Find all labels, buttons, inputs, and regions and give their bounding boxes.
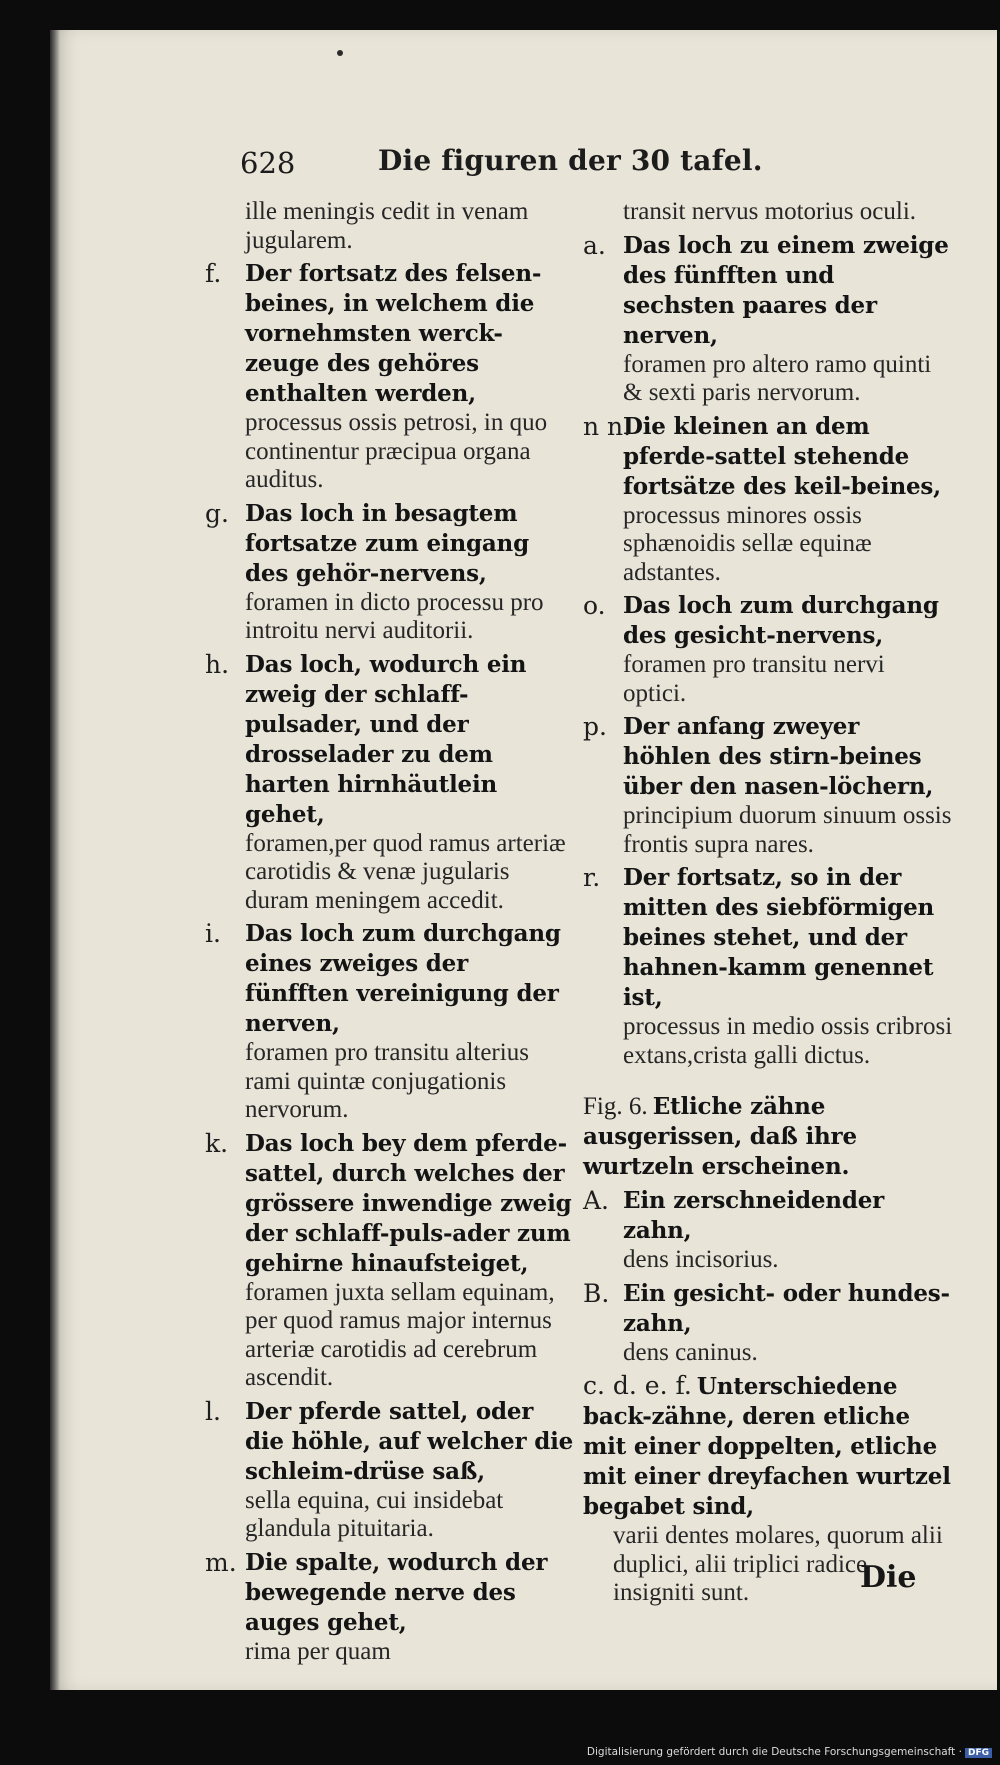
entry-h [205,650,575,916]
entry-german: Das loch bey dem pferde-sattel, durch welches der grössere inwendige zweig der schlaff-puls-ader zum gehirne hinaufsteiget, [245,1129,572,1277]
entry-label: a. [583,230,606,260]
page-header [240,140,800,190]
left-column [205,198,575,1666]
entry-g [205,499,575,646]
entry-latin: foramen pro transitu alterius rami quintæ conjugationis nervorum. [245,1039,529,1123]
entry-german: Das loch, wodurch ein zweig der schlaff-pulsader, und der drosselader zu dem harten hirnhäutlein gehet, [245,650,527,828]
entry-label: r. [583,863,601,892]
entry-label: A. [583,1186,610,1215]
entry-f [205,259,575,495]
entry-latin: dens incisorius. [623,1246,779,1273]
dfg-logo: DFG [965,1748,992,1758]
entry-label: k. [205,1128,229,1158]
credit-text: Digitalisierung gefördert durch die Deutsche Forschungsgemeinschaft · [586,1746,962,1758]
running-head: Die figuren der 30 tafel. [378,144,763,177]
entry-german: Das loch in besagtem fortsatze zum eingang des gehör-nervens, [245,499,529,587]
entry-i [205,919,575,1125]
entry-label: o. [583,591,606,620]
figure-label: Fig. 6. [583,1093,648,1120]
entry-label: f. [205,259,222,288]
entry-o [583,591,953,708]
page-number: 628 [240,146,296,180]
entry-latin: rima per quam [245,1637,391,1665]
entry-german: Der anfang zweyer höhlen des stirn-beines über den nasen-löchern, [623,713,934,800]
entry-latin: sella equina, cui insidebat glandula pituitaria. [245,1486,504,1542]
entry-german: Der fortsatz, so in der mitten des siebförmigen beines stehet, und der hahnen-kamm genennet ist, [623,864,935,1011]
entry-german: Unterschiedene back-zähne, deren etliche mit einer doppelten, etliche mit einer dreyfachen wurtzel begabet sind, [583,1373,951,1520]
entry-german: Ein gesicht- oder hundes-zahn, [623,1279,950,1337]
entry-latin: processus in medio ossis cribrosi extans,crista galli dictus. [623,1013,953,1069]
digitization-credit [587,1746,992,1758]
entry-label: n n. [583,411,632,441]
entry-label: B. [583,1278,610,1308]
entry-latin: varii dentes molares, quorum alii duplici, alii triplici radice insigniti sunt. [613,1522,943,1606]
entry-latin: processus ossis petrosi, in quo continentur præcipua organa auditus. [245,409,548,493]
entry-german: Das loch zum durchgang des gesicht-nervens, [623,592,939,649]
entry-label: m. [205,1547,237,1577]
book-page [50,30,997,1690]
entry-l [205,1397,575,1544]
entry-german: Die kleinen an dem pferde-sattel stehende fortsätze des keil-beines, [623,412,941,500]
entry-german: Das loch zum durchgang eines zweiges der fünfften vereinigung der nerven, [245,920,561,1037]
entry-german: Das loch zu einem zweige des fünfften und sechsten paares der nerven, [623,231,949,349]
entry-nn [583,412,953,588]
entry-latin: principium duorum sinuum ossis frontis supra nares. [623,802,952,858]
page-spine-shadow [50,30,60,1690]
entry-latin: foramen pro transitu nervi optici. [623,651,885,707]
entry-B [583,1279,953,1368]
entry-a [583,231,953,408]
entry-m [205,1548,575,1667]
entry-continuation [583,198,953,227]
entry-latin: processus minores ossis sphænoidis sellæ equinæ adstantes. [623,501,872,586]
entry-A [583,1186,953,1275]
entry-label: l. [205,1396,221,1426]
figure-german: Etliche zähne ausgerissen, daß ihre wurtzeln erscheinen. [583,1093,857,1180]
entry-german: Der pferde sattel, oder die höhle, auf welcher die schleim-drüse saß, [245,1397,574,1485]
catchword: Die [860,1560,917,1595]
ink-speck [337,50,343,56]
entry-latin: foramen juxta sellam equinam, per quod ramus major internus arteriæ carotidis ad cerebrum ascendit. [245,1278,555,1391]
entry-label: g. [205,498,229,528]
entry-label: h. [205,649,230,679]
entry-p [583,712,953,859]
entry-continuation [205,198,575,255]
entry-latin: foramen pro altero ramo quinti & sexti paris nervorum. [623,350,932,406]
entry-german: Die spalte, wodurch der bewegende nerve des auges gehet, [245,1548,548,1636]
entry-latin: dens caninus. [623,1338,758,1366]
entry-k [205,1129,575,1393]
entry-latin: transit nervus motorius oculi. [623,198,917,225]
entry-label: i. [205,919,221,948]
entry-german: Der fortsatz des felsen-beines, in welchem die vornehmsten werck-zeuge des gehöres enthalten werden, [245,260,542,407]
entry-label: p. [583,712,607,741]
entry-r [583,863,953,1070]
entry-latin: ille meningis cedit in venam jugularem. [245,198,529,254]
right-column [583,198,953,1608]
entry-label: c. d. e. f. [583,1371,692,1400]
entry-latin: foramen,per quod ramus arteriæ carotidis & venæ jugularis duram meningem accedit. [245,829,566,914]
entry-latin: foramen in dicto processu pro introitu nervi auditorii. [245,588,544,644]
entry-german: Ein zerschneidender zahn, [623,1187,885,1244]
figure-6-caption [583,1092,953,1182]
